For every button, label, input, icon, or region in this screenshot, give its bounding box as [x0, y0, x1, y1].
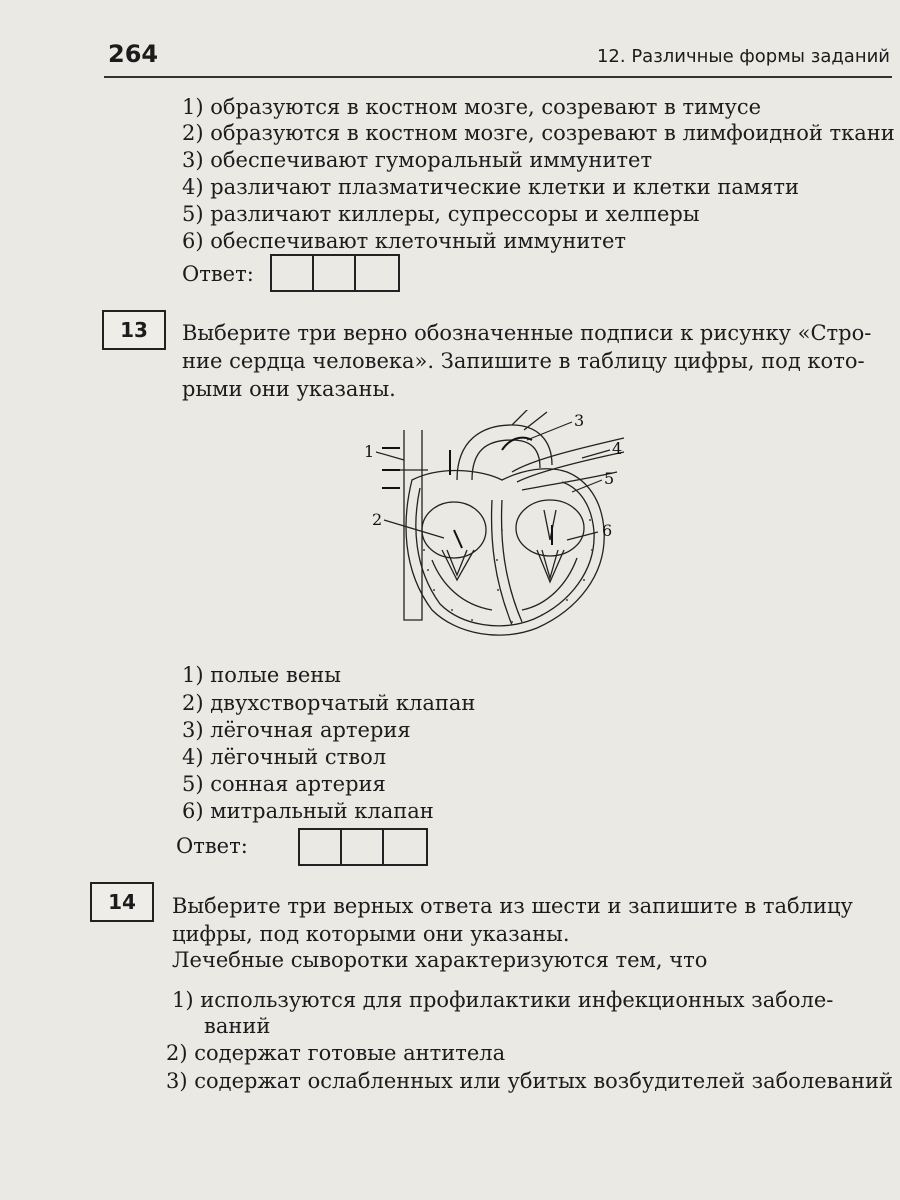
q13-option-5: 5) сонная артерия — [182, 772, 386, 796]
q13-text-line-1: Выберите три верно обозначенные подписи к рисунку «Стро- — [182, 321, 872, 345]
figure-label-1: 1 — [364, 442, 375, 461]
prev-answer-box[interactable] — [270, 254, 400, 292]
prev-option-4: 4) различают плазматические клетки и клетки памяти — [182, 175, 800, 199]
prev-answer-label: Ответ: — [182, 262, 254, 286]
q13-answer-box[interactable] — [298, 828, 428, 866]
question-number-14: 14 — [90, 882, 154, 922]
answer-cell[interactable] — [342, 830, 384, 864]
section-title: 12. Различные формы заданий — [596, 46, 890, 67]
answer-cell[interactable] — [314, 256, 356, 290]
q13-text-line-2: ние сердца человека». Запишите в таблицу цифры, под кото- — [182, 349, 865, 373]
q14-text-line-3: Лечебные сыворотки характеризуются тем, что — [172, 948, 708, 972]
question-number-13: 13 — [102, 310, 166, 350]
prev-option-5: 5) различают киллеры, супрессоры и хелперы — [182, 202, 700, 226]
q13-option-4: 4) лёгочный ствол — [182, 745, 387, 769]
prev-option-3: 3) обеспечивают гуморальный иммунитет — [182, 148, 653, 172]
figure-label-5: 5 — [604, 469, 615, 488]
figure-label-2: 2 — [372, 510, 383, 529]
q13-answer-label: Ответ: — [176, 834, 248, 858]
answer-cell[interactable] — [356, 256, 398, 290]
prev-option-6: 6) обеспечивают клеточный иммунитет — [182, 229, 627, 253]
figure-label-4: 4 — [612, 439, 623, 458]
heart-structure-figure — [362, 410, 632, 650]
q14-option-1: 1) используются для профилактики инфекционных заболе- — [172, 988, 834, 1012]
prev-option-1: 1) образуются в костном мозге, созревают в тимусе — [182, 95, 762, 119]
answer-cell[interactable] — [384, 830, 426, 864]
q14-text-line-2: цифры, под которыми они указаны. — [172, 922, 570, 946]
q13-option-6: 6) митральный клапан — [182, 799, 434, 823]
q14-option-1-cont: ваний — [204, 1014, 271, 1038]
page-number: 264 — [108, 40, 159, 68]
figure-label-3: 3 — [574, 411, 585, 430]
header-rule — [104, 76, 892, 78]
prev-option-2: 2) образуются в костном мозге, созревают в лимфоидной ткани — [182, 121, 895, 145]
q13-option-2: 2) двухстворчатый клапан — [182, 691, 476, 715]
q13-option-1: 1) полые вены — [182, 663, 341, 687]
figure-label-6: 6 — [602, 521, 613, 540]
q14-option-3: 3) содержат ослабленных или убитых возбудителей заболеваний — [166, 1069, 894, 1093]
q13-option-3: 3) лёгочная артерия — [182, 718, 411, 742]
answer-cell[interactable] — [272, 256, 314, 290]
q14-option-2: 2) содержат готовые антитела — [166, 1041, 506, 1065]
q13-text-line-3: рыми они указаны. — [182, 377, 396, 401]
answer-cell[interactable] — [300, 830, 342, 864]
q14-text-line-1: Выберите три верных ответа из шести и запишите в таблицу — [172, 894, 853, 918]
